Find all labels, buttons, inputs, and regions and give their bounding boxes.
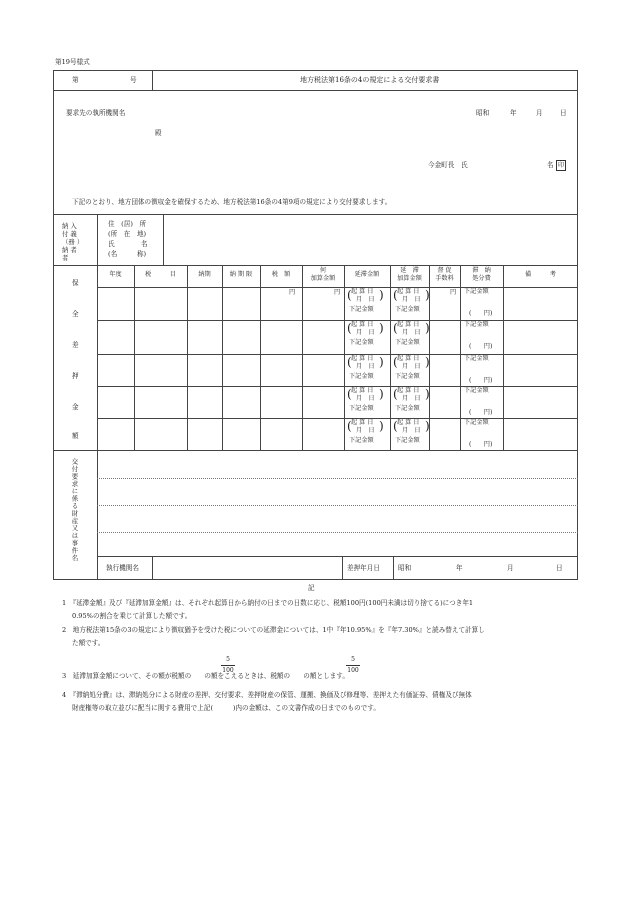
delay-add-amount-below: 下記金額 — [395, 405, 420, 412]
property-dotted-2 — [97, 505, 578, 506]
note-2-line-2: た額です。 — [72, 639, 105, 647]
delay-add-amount-bracket: ) — [425, 387, 430, 401]
amount-row-line — [97, 418, 578, 419]
payer-name-sub: (名 称) — [108, 250, 147, 258]
disposal-fee-yen: ( 円) — [469, 409, 493, 416]
delay-amount-below: 下記金額 — [349, 373, 374, 380]
property-dotted-3 — [97, 532, 578, 533]
delay-add-amount-start: 起 算 日 — [397, 419, 420, 426]
side-char-zen: 全 — [72, 310, 79, 318]
delay-amount-monthday: 月 日 — [356, 363, 375, 370]
fraction-1-bar — [221, 665, 235, 666]
amount-row-line — [97, 354, 578, 355]
disposal-fee-amount: 下記金額 — [464, 419, 489, 426]
seize-split-2 — [393, 556, 394, 580]
delay-add-amount-below: 下記金額 — [395, 437, 420, 444]
addressee-label: 要求先の執所機関名 — [66, 109, 126, 117]
property-side-label: 交付要求に係る財産又は事件名 — [70, 458, 79, 562]
delay-add-amount-monthday: 月 日 — [402, 329, 421, 336]
note-3: 3 延滞加算金額について、その額が税額の の額をこえるときは、税額の の額とします。 — [62, 672, 349, 680]
amount-col-line — [344, 265, 345, 450]
delay-add-amount-bracket: ( — [393, 355, 398, 369]
delay-add-amount-bracket: ( — [393, 419, 398, 433]
amount-col-line — [302, 265, 303, 450]
column-header: 延滞金額 — [354, 271, 380, 278]
column-header: 納 期 限 — [229, 271, 253, 278]
issuer-title: 今金町長 氏 — [428, 161, 468, 169]
seal-mark: 印 — [557, 162, 564, 169]
amount-col-line — [460, 265, 461, 450]
delay-add-amount-start: 起 算 日 — [397, 321, 420, 328]
delay-add-amount-bracket: ( — [393, 321, 398, 335]
delay-add-amount-bracket: ) — [425, 419, 430, 433]
delay-amount-monthday: 月 日 — [356, 427, 375, 434]
request-statement: 下記のとおり、地方団体の徴収金を確保するため、地方税法第16条の4第9項の規定により交付要求します。 — [72, 198, 392, 206]
disposal-fee-amount: 下記金額 — [464, 355, 489, 362]
note-2-line-1: 2 地方税法第15条の3の規定により徴収猶予を受けた税についての延滞金については、1中『年10.95%』を『年7.30%』と読み替えて計算し — [62, 626, 485, 634]
payer-label-line — [163, 214, 164, 265]
delay-amount-bracket: ( — [347, 288, 352, 302]
seize-month: 月 — [507, 564, 514, 572]
side-char-kin: 金 — [72, 403, 79, 411]
column-header: 手数料 — [435, 275, 454, 282]
seize-day: 日 — [556, 564, 563, 572]
payer-address-label: 住 (居) 所 — [108, 220, 147, 228]
seize-date-label: 差押年月日 — [347, 564, 380, 572]
column-header: 督 促 — [437, 267, 452, 274]
note-4-line-1: 4 『滞納処分費』は、滞納処分による財産の差押、交付要求、差押財産の保管、運搬、換価及び修理等、差押えた有価証券、債権及び無体 — [62, 691, 472, 699]
delay-add-amount-monthday: 月 日 — [402, 395, 421, 402]
disposal-fee-amount: 下記金額 — [464, 321, 489, 328]
delay-add-amount-start: 起 算 日 — [397, 355, 420, 362]
delay-add-amount-start: 起 算 日 — [397, 288, 420, 295]
note-1-line-1: 1 『延滞金額』及び『延滞加算金額』は、それぞれ起算日から納付の日までの日数に応じ、税額100円(100円未満は切り捨てる)につき年1 — [62, 599, 474, 607]
delay-amount-bracket: ) — [379, 387, 384, 401]
document-title: 地方税法第16条の4の規定による交付要求書 — [300, 76, 440, 84]
amount-row-line — [97, 386, 578, 387]
date-day: 日 — [560, 109, 567, 117]
column-header: 税 額 — [271, 271, 291, 278]
delay-amount-bracket: ( — [347, 321, 352, 335]
notes-heading: 記 — [308, 584, 315, 592]
delay-amount-start: 起 算 日 — [351, 387, 374, 394]
side-char-sa: 差 — [72, 341, 79, 349]
delay-add-amount-bracket: ( — [393, 387, 398, 401]
dono-label: 殿 — [155, 129, 162, 137]
number-prefix: 第 — [72, 76, 79, 84]
side-char-ho: 保 — [72, 279, 79, 287]
column-header: 延 滞 — [400, 267, 419, 274]
disposal-fee-yen: ( 円) — [469, 343, 493, 350]
delay-add-amount-bracket: ) — [425, 288, 430, 302]
column-header: 納期 — [198, 271, 211, 278]
delay-amount-start: 起 算 日 — [351, 288, 374, 295]
delay-amount-bracket: ( — [347, 355, 352, 369]
delay-amount-monthday: 月 日 — [356, 329, 375, 336]
amount-col-line — [390, 265, 391, 450]
delay-add-amount-bracket: ( — [393, 288, 398, 302]
form-frame — [53, 70, 578, 580]
fraction-2 — [346, 657, 360, 674]
delay-add-amount-monthday: 月 日 — [402, 296, 421, 303]
delay-add-amount-bracket: ) — [425, 355, 430, 369]
fraction-1-den: 100 — [222, 667, 234, 674]
delay-amount-start: 起 算 日 — [351, 419, 374, 426]
delay-amount-below: 下記金額 — [349, 437, 374, 444]
column-header: 備 考 — [525, 271, 556, 278]
amount-col-line — [222, 265, 223, 450]
note-4-line-2: 財産権等の取立並びに配当に関する費用で上記( )内の金額は、この文書作成の日までのものです。 — [72, 704, 380, 712]
amount-row-line — [97, 320, 578, 321]
delay-add-amount-below: 下記金額 — [395, 373, 420, 380]
fraction-2-num: 5 — [351, 656, 355, 663]
date-year: 年 — [510, 109, 517, 117]
disposal-fee-yen: ( 円) — [469, 377, 493, 384]
delay-amount-bracket: ) — [379, 321, 384, 335]
delay-add-amount-start: 起 算 日 — [397, 387, 420, 394]
delay-add-amount-monthday: 月 日 — [402, 427, 421, 434]
date-era: 昭和 — [476, 109, 490, 117]
issuer-name-label: 名 — [547, 161, 554, 169]
delay-amount-bracket: ) — [379, 419, 384, 433]
amount-col-line — [187, 265, 188, 450]
delay-amount-bracket: ) — [379, 288, 384, 302]
payer-side-label: 納 入 付 義 （務 ） 納 者 者 — [62, 222, 84, 262]
yen-mark: 円 — [450, 289, 457, 296]
column-header: 加算金額 — [310, 275, 336, 282]
delay-amount-start: 起 算 日 — [351, 321, 374, 328]
amount-top-line — [53, 265, 578, 266]
disposal-fee-yen: ( 円) — [469, 310, 493, 317]
seize-era: 昭和 — [398, 564, 412, 572]
amount-col-line — [134, 265, 135, 450]
disposal-fee-yen: ( 円) — [469, 441, 493, 448]
delay-add-amount-bracket: ) — [425, 321, 430, 335]
column-header: 何 — [319, 267, 327, 274]
payer-name-label: 氏 名 — [108, 240, 148, 248]
yen-mark: 円 — [289, 289, 296, 296]
seize-year: 年 — [456, 564, 463, 572]
payer-top-line — [53, 214, 578, 215]
amount-bottom-line — [53, 450, 578, 451]
column-header: 税 目 — [145, 271, 176, 278]
fraction-2-bar — [346, 665, 360, 666]
column-header: 加算金額 — [397, 275, 422, 282]
column-header: 年度 — [109, 271, 122, 278]
fraction-1 — [221, 657, 235, 674]
number-suffix: 号 — [130, 76, 137, 84]
amount-col-line — [503, 265, 504, 450]
form-number: 第19号様式 — [55, 58, 90, 66]
header-divider — [53, 90, 578, 91]
property-dotted-1 — [97, 478, 578, 479]
payer-address-sub: (所 在 地) — [108, 230, 147, 238]
column-header: 処分費 — [472, 275, 491, 282]
delay-add-amount-below: 下記金額 — [395, 306, 420, 313]
delay-amount-bracket: ( — [347, 419, 352, 433]
delay-amount-monthday: 月 日 — [356, 296, 375, 303]
fraction-1-num: 5 — [226, 656, 230, 663]
exec-row-line — [97, 556, 578, 557]
delay-amount-below: 下記金額 — [349, 405, 374, 412]
amount-header-line — [97, 287, 578, 288]
column-header: 滞 納 — [472, 267, 491, 274]
side-column-line — [97, 214, 98, 580]
delay-amount-bracket: ) — [379, 355, 384, 369]
disposal-fee-amount: 下記金額 — [464, 288, 489, 295]
delay-amount-below: 下記金額 — [349, 306, 374, 313]
exec-agency-label: 執行機関名 — [106, 564, 139, 572]
exec-label-split — [152, 556, 153, 580]
seize-split-1 — [342, 556, 343, 580]
delay-amount-bracket: ( — [347, 387, 352, 401]
yen-mark: 円 — [334, 289, 341, 296]
fraction-2-den: 100 — [347, 667, 359, 674]
delay-amount-start: 起 算 日 — [351, 355, 374, 362]
delay-add-amount-monthday: 月 日 — [402, 363, 421, 370]
disposal-fee-amount: 下記金額 — [464, 387, 489, 394]
date-month: 月 — [536, 109, 543, 117]
header-split — [152, 70, 153, 90]
delay-amount-below: 下記金額 — [349, 339, 374, 346]
amount-col-line — [260, 265, 261, 450]
note-1-line-2: 0.95%の割合を乗じて計算した額です。 — [72, 612, 192, 620]
delay-add-amount-below: 下記金額 — [395, 339, 420, 346]
side-char-gaku: 額 — [72, 432, 79, 440]
delay-amount-monthday: 月 日 — [356, 395, 375, 402]
side-char-osae: 押 — [72, 372, 79, 380]
